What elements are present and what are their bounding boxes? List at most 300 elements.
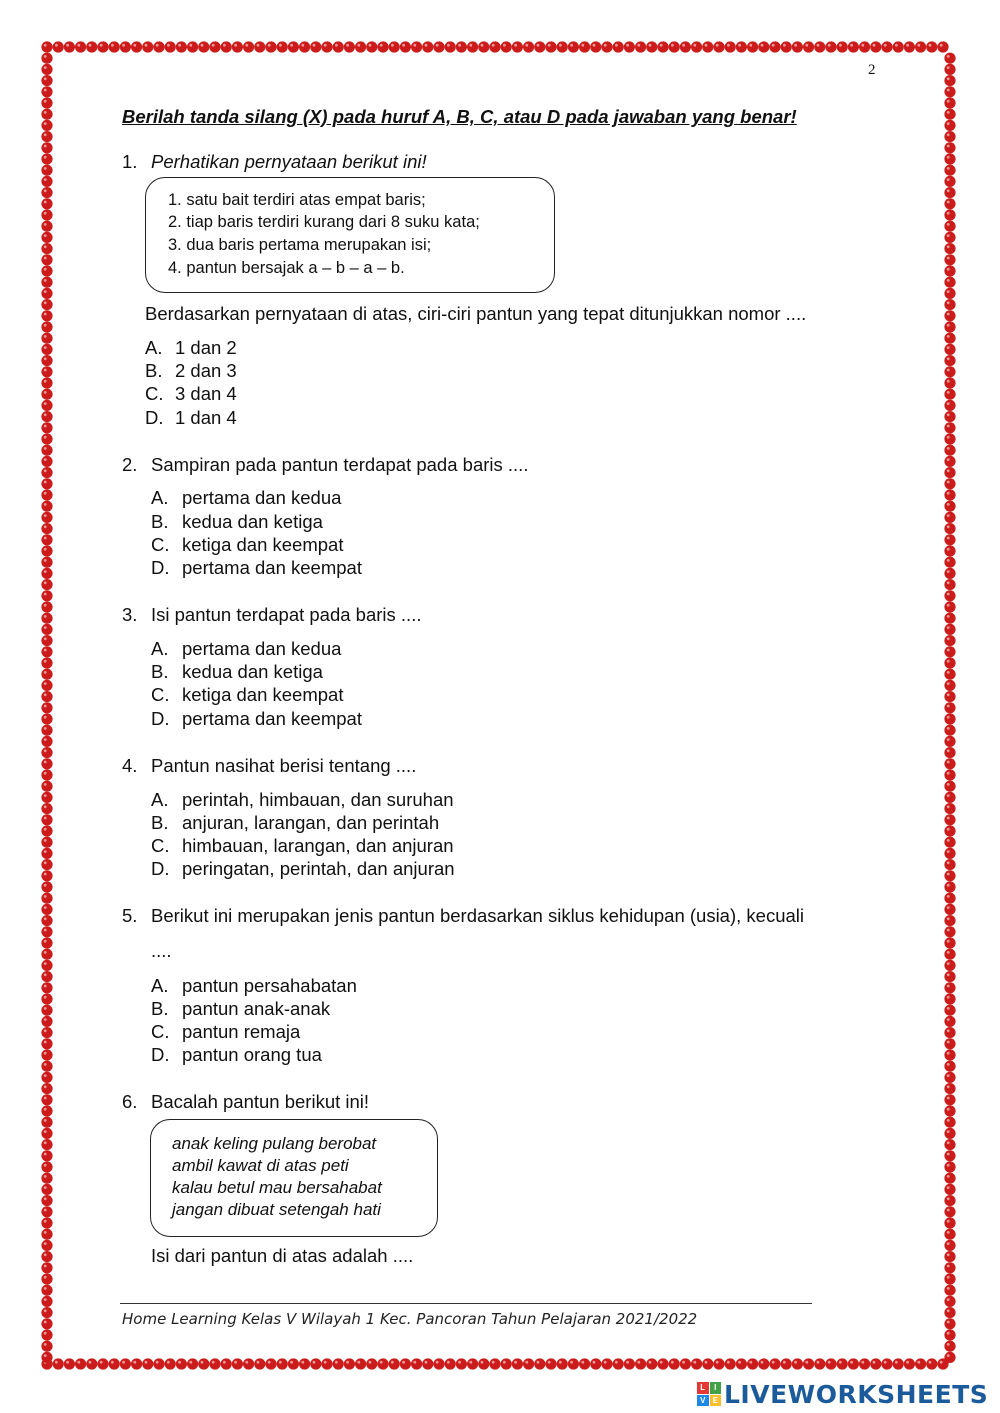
border-bead-highlight — [947, 279, 950, 282]
border-bead — [944, 131, 955, 142]
border-bead — [944, 1105, 955, 1116]
border-bead-highlight — [44, 1108, 47, 1111]
border-bead-highlight — [44, 458, 47, 461]
border-bead-highlight — [947, 548, 950, 551]
border-bead — [41, 1049, 52, 1060]
border-bead-highlight — [402, 1361, 405, 1364]
question-5-text-continuation: .... — [151, 940, 172, 961]
option-a-text: 1 dan 2 — [175, 337, 237, 358]
border-bead-highlight — [947, 850, 950, 853]
border-bead-highlight — [44, 290, 47, 293]
border-bead — [243, 1358, 254, 1369]
border-bead — [41, 165, 52, 176]
border-bead — [944, 1139, 955, 1150]
border-bead-highlight — [268, 1361, 271, 1364]
border-bead — [944, 725, 955, 736]
border-bead — [209, 41, 220, 52]
option-d-letter[interactable]: D. — [151, 708, 170, 729]
option-d-letter[interactable]: D. — [145, 407, 164, 428]
border-bead-highlight — [44, 626, 47, 629]
border-bead — [41, 467, 52, 478]
border-bead — [534, 41, 545, 52]
option-a-text: pertama dan kedua — [182, 487, 342, 508]
liveworksheets-brand[interactable] — [697, 1376, 988, 1412]
border-bead-highlight — [873, 44, 876, 47]
border-bead-highlight — [947, 492, 950, 495]
question-6-pantun-box — [150, 1119, 438, 1237]
border-bead — [512, 1358, 523, 1369]
border-bead — [445, 41, 456, 52]
border-bead — [944, 377, 955, 388]
border-bead — [944, 366, 955, 377]
border-bead — [109, 41, 120, 52]
border-bead-highlight — [44, 391, 47, 394]
border-bead-highlight — [947, 761, 950, 764]
border-bead — [41, 859, 52, 870]
border-bead-highlight — [947, 503, 950, 506]
border-bead-highlight — [947, 178, 950, 181]
border-bead-highlight — [212, 1361, 215, 1364]
border-bead-highlight — [570, 44, 573, 47]
border-bead-highlight — [947, 1332, 950, 1335]
border-bead-highlight — [947, 884, 950, 887]
border-bead — [944, 1318, 955, 1329]
border-bead — [944, 120, 955, 131]
option-a-letter[interactable]: A. — [151, 975, 169, 996]
border-bead — [41, 1307, 52, 1318]
border-bead — [288, 1358, 299, 1369]
border-bead-highlight — [44, 749, 47, 752]
option-a-text: pertama dan kedua — [182, 638, 342, 659]
border-bead-highlight — [682, 1361, 685, 1364]
border-bead-highlight — [947, 593, 950, 596]
border-bead — [691, 1358, 702, 1369]
border-bead — [41, 1251, 52, 1262]
border-bead — [344, 1358, 355, 1369]
border-bead-highlight — [947, 402, 950, 405]
border-bead-highlight — [947, 234, 950, 237]
border-bead-highlight — [850, 44, 853, 47]
option-d-letter[interactable]: D. — [151, 557, 170, 578]
border-bead — [41, 769, 52, 780]
border-bead-highlight — [178, 44, 181, 47]
border-bead — [944, 1061, 955, 1072]
border-bead-highlight — [947, 223, 950, 226]
border-bead — [803, 41, 814, 52]
border-bead-highlight — [947, 973, 950, 976]
border-bead-highlight — [44, 884, 47, 887]
border-bead-highlight — [947, 167, 950, 170]
border-bead-highlight — [947, 727, 950, 730]
question-5-number: 5. — [122, 905, 138, 926]
border-bead-highlight — [44, 436, 47, 439]
border-bead-highlight — [301, 44, 304, 47]
border-bead — [41, 187, 52, 198]
border-bead-highlight — [44, 145, 47, 148]
border-bead — [41, 1329, 52, 1340]
border-bead-highlight — [44, 548, 47, 551]
border-bead — [944, 613, 955, 624]
border-bead-highlight — [794, 1361, 797, 1364]
border-bead — [41, 1072, 52, 1083]
border-bead-highlight — [178, 1361, 181, 1364]
border-bead-highlight — [761, 44, 764, 47]
border-bead — [944, 333, 955, 344]
border-bead-highlight — [44, 346, 47, 349]
border-bead-highlight — [44, 1175, 47, 1178]
question-3-number: 3. — [122, 604, 138, 625]
border-bead-highlight — [458, 44, 461, 47]
border-bead — [944, 165, 955, 176]
border-bead — [153, 41, 164, 52]
border-bead — [41, 277, 52, 288]
border-bead-highlight — [44, 447, 47, 450]
border-bead-highlight — [947, 1007, 950, 1010]
border-bead — [232, 41, 243, 52]
border-bead — [781, 41, 792, 52]
border-bead-highlight — [44, 705, 47, 708]
border-bead — [944, 1251, 955, 1262]
pantun-line: jangan dibuat setengah hati — [172, 1200, 381, 1219]
border-bead-highlight — [111, 44, 114, 47]
option-c-letter[interactable]: C. — [145, 383, 164, 404]
border-bead-highlight — [469, 1361, 472, 1364]
border-bead — [41, 411, 52, 422]
option-b-letter[interactable]: B. — [151, 998, 169, 1019]
border-bead — [467, 1358, 478, 1369]
border-bead — [41, 344, 52, 355]
option-c-letter[interactable]: C. — [151, 534, 170, 555]
border-bead — [944, 344, 955, 355]
border-bead — [41, 478, 52, 489]
border-bead-highlight — [44, 1130, 47, 1133]
border-bead — [41, 1161, 52, 1172]
border-bead-highlight — [335, 1361, 338, 1364]
border-bead-highlight — [947, 447, 950, 450]
border-bead-highlight — [947, 1287, 950, 1290]
border-bead-highlight — [947, 1197, 950, 1200]
border-bead-highlight — [947, 783, 950, 786]
border-bead — [944, 411, 955, 422]
border-bead — [944, 949, 955, 960]
border-bead — [41, 657, 52, 668]
border-bead-highlight — [380, 44, 383, 47]
border-bead — [299, 1358, 310, 1369]
border-bead — [41, 86, 52, 97]
border-bead-highlight — [44, 481, 47, 484]
border-bead-highlight — [947, 1052, 950, 1055]
border-bead — [41, 422, 52, 433]
border-bead-highlight — [469, 44, 472, 47]
option-c-letter[interactable]: C. — [151, 684, 170, 705]
border-bead-highlight — [929, 1361, 932, 1364]
border-bead — [411, 41, 422, 52]
page-number: 2 — [868, 62, 876, 78]
border-bead — [944, 86, 955, 97]
border-bead-highlight — [245, 1361, 248, 1364]
border-bead — [41, 736, 52, 747]
border-bead-highlight — [772, 44, 775, 47]
border-bead-highlight — [413, 44, 416, 47]
border-bead-highlight — [738, 44, 741, 47]
border-bead — [859, 41, 870, 52]
border-bead — [64, 41, 75, 52]
border-bead — [165, 41, 176, 52]
border-bead — [893, 41, 904, 52]
option-a-letter[interactable]: A. — [151, 789, 169, 810]
border-bead — [944, 758, 955, 769]
option-b-letter[interactable]: B. — [151, 661, 169, 682]
border-bead-highlight — [947, 716, 950, 719]
border-bead — [944, 1296, 955, 1307]
border-bead-highlight — [947, 469, 950, 472]
question-1-number: 1. — [122, 151, 138, 172]
border-bead-highlight — [947, 828, 950, 831]
border-bead — [691, 41, 702, 52]
border-bead-highlight — [525, 1361, 528, 1364]
border-bead — [41, 613, 52, 624]
border-bead — [944, 1195, 955, 1206]
border-bead — [944, 321, 955, 332]
border-bead — [944, 1117, 955, 1128]
border-bead — [557, 41, 568, 52]
border-bead-highlight — [947, 89, 950, 92]
border-bead — [400, 1358, 411, 1369]
border-bead-highlight — [947, 1063, 950, 1066]
instruction-heading: Berilah tanda silang (X) pada huruf A, B, C, atau D pada jawaban yang benar! — [122, 106, 797, 127]
border-bead-highlight — [593, 1361, 596, 1364]
border-bead — [41, 366, 52, 377]
border-bead — [601, 41, 612, 52]
option-b-text: 2 dan 3 — [175, 360, 237, 381]
border-bead-highlight — [947, 917, 950, 920]
option-c-letter[interactable]: C. — [151, 1021, 170, 1042]
border-bead — [944, 680, 955, 691]
border-bead-highlight — [369, 44, 372, 47]
border-bead-highlight — [201, 1361, 204, 1364]
border-bead-highlight — [783, 1361, 786, 1364]
border-bead-highlight — [369, 1361, 372, 1364]
border-bead — [944, 187, 955, 198]
border-bead — [198, 41, 209, 52]
border-bead-highlight — [947, 1108, 950, 1111]
border-bead-highlight — [44, 783, 47, 786]
border-bead-highlight — [44, 1153, 47, 1156]
logo-letter: L — [697, 1382, 709, 1394]
border-bead — [41, 803, 52, 814]
border-bead — [944, 355, 955, 366]
footer-divider — [120, 1303, 812, 1304]
border-bead-highlight — [761, 1361, 764, 1364]
border-bead-highlight — [44, 1052, 47, 1055]
border-bead — [814, 1358, 825, 1369]
border-bead-highlight — [89, 44, 92, 47]
border-bead — [209, 1358, 220, 1369]
border-bead — [944, 713, 955, 724]
border-bead — [41, 1005, 52, 1016]
brand-name: LIVEWORKSHEETS — [724, 1379, 989, 1409]
border-bead-highlight — [156, 44, 159, 47]
border-bead-highlight — [44, 962, 47, 965]
border-bead — [613, 41, 624, 52]
border-bead — [422, 41, 433, 52]
border-bead — [41, 781, 52, 792]
border-bead — [433, 41, 444, 52]
pantun-line: ambil kawat di atas peti — [172, 1156, 349, 1175]
border-bead — [41, 960, 52, 971]
border-bead-highlight — [947, 335, 950, 338]
border-bead — [944, 736, 955, 747]
border-bead — [41, 993, 52, 1004]
option-b-letter[interactable]: B. — [151, 511, 169, 532]
border-bead-highlight — [100, 44, 103, 47]
border-bead-highlight — [947, 1153, 950, 1156]
border-bead-highlight — [313, 44, 316, 47]
border-bead-highlight — [156, 1361, 159, 1364]
border-bead — [41, 489, 52, 500]
border-bead — [97, 1358, 108, 1369]
border-bead-highlight — [279, 44, 282, 47]
option-b-text: kedua dan ketiga — [182, 661, 323, 682]
option-c-letter[interactable]: C. — [151, 835, 170, 856]
border-bead — [41, 1173, 52, 1184]
border-bead-highlight — [44, 682, 47, 685]
border-bead-highlight — [947, 1242, 950, 1245]
border-bead-highlight — [537, 44, 540, 47]
border-bead-highlight — [44, 839, 47, 842]
border-bead — [944, 545, 955, 556]
option-a-letter[interactable]: A. — [145, 337, 163, 358]
border-bead — [41, 64, 52, 75]
border-bead — [131, 1358, 142, 1369]
border-bead-highlight — [44, 1287, 47, 1290]
border-bead-highlight — [895, 44, 898, 47]
border-bead — [944, 64, 955, 75]
border-bead-highlight — [940, 1361, 943, 1364]
border-bead-highlight — [44, 738, 47, 741]
border-bead-highlight — [257, 44, 260, 47]
border-bead-highlight — [805, 1361, 808, 1364]
border-bead-highlight — [44, 973, 47, 976]
border-bead — [142, 41, 153, 52]
border-bead — [41, 501, 52, 512]
border-bead — [944, 277, 955, 288]
border-bead-highlight — [44, 335, 47, 338]
border-bead — [635, 1358, 646, 1369]
border-bead-highlight — [44, 380, 47, 383]
option-d-letter[interactable]: D. — [151, 858, 170, 879]
border-bead — [187, 41, 198, 52]
border-bead — [944, 456, 955, 467]
border-bead-highlight — [947, 626, 950, 629]
border-bead-highlight — [44, 111, 47, 114]
border-bead-highlight — [189, 1361, 192, 1364]
border-bead — [944, 1352, 955, 1363]
border-bead-highlight — [100, 1361, 103, 1364]
border-bead-highlight — [212, 44, 215, 47]
border-bead-highlight — [947, 705, 950, 708]
question-1-follow-up: Berdasarkan pernyataan di atas, ciri-ciri pantun yang tepat ditunjukkan nomor .... — [145, 303, 807, 324]
logo-letter: E — [710, 1395, 722, 1407]
border-bead — [944, 209, 955, 220]
border-bead — [944, 1307, 955, 1318]
border-bead-highlight — [44, 794, 47, 797]
border-bead-highlight — [947, 985, 950, 988]
border-bead — [944, 904, 955, 915]
border-bead-highlight — [947, 133, 950, 136]
option-d-letter[interactable]: D. — [151, 1044, 170, 1065]
border-bead — [41, 971, 52, 982]
border-bead-highlight — [44, 324, 47, 327]
border-bead-highlight — [947, 257, 950, 260]
border-bead-highlight — [145, 44, 148, 47]
border-bead — [41, 534, 52, 545]
border-bead — [825, 1358, 836, 1369]
option-b-letter[interactable]: B. — [145, 360, 163, 381]
border-bead — [713, 41, 724, 52]
border-bead-highlight — [947, 1309, 950, 1312]
border-bead-highlight — [44, 201, 47, 204]
border-bead — [53, 41, 64, 52]
border-bead-highlight — [44, 189, 47, 192]
border-bead-highlight — [189, 44, 192, 47]
border-bead — [545, 41, 556, 52]
border-bead-highlight — [44, 402, 47, 405]
border-bead — [120, 1358, 131, 1369]
border-bead — [758, 1358, 769, 1369]
border-bead — [53, 1358, 64, 1369]
border-bead — [344, 41, 355, 52]
border-bead-highlight — [44, 492, 47, 495]
border-bead-highlight — [44, 77, 47, 80]
border-bead — [579, 1358, 590, 1369]
border-bead — [904, 41, 915, 52]
border-bead-highlight — [346, 44, 349, 47]
option-b-letter[interactable]: B. — [151, 812, 169, 833]
border-bead — [41, 1094, 52, 1105]
border-bead — [41, 1105, 52, 1116]
border-bead-highlight — [514, 44, 517, 47]
border-bead-highlight — [44, 425, 47, 428]
border-bead — [456, 41, 467, 52]
border-bead — [944, 859, 955, 870]
border-bead-highlight — [481, 44, 484, 47]
border-bead-highlight — [44, 861, 47, 864]
border-bead — [165, 1358, 176, 1369]
border-bead — [859, 1358, 870, 1369]
question-1-statement-box — [145, 177, 555, 293]
border-bead — [848, 41, 859, 52]
border-bead — [232, 1358, 243, 1369]
border-bead — [41, 221, 52, 232]
border-bead-highlight — [947, 1186, 950, 1189]
border-bead — [41, 41, 52, 52]
border-bead-highlight — [947, 962, 950, 965]
border-bead-highlight — [947, 1018, 950, 1021]
border-bead-highlight — [324, 44, 327, 47]
border-bead-highlight — [234, 44, 237, 47]
border-bead-highlight — [492, 44, 495, 47]
option-a-letter[interactable]: A. — [151, 638, 169, 659]
border-bead-highlight — [947, 380, 950, 383]
border-bead — [366, 1358, 377, 1369]
border-bead — [624, 41, 635, 52]
border-bead — [41, 1117, 52, 1128]
border-bead — [944, 389, 955, 400]
option-a-letter[interactable]: A. — [151, 487, 169, 508]
border-bead — [299, 41, 310, 52]
border-bead-highlight — [947, 1175, 950, 1178]
